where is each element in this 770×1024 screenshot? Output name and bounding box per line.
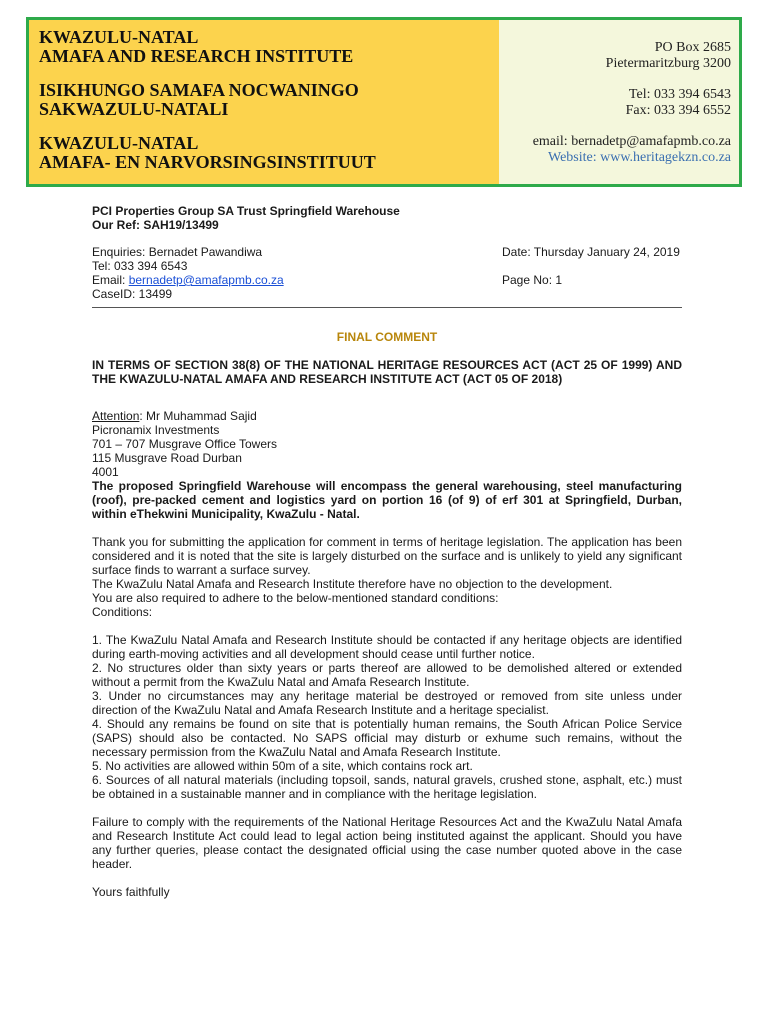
closing-paragraph: Failure to comply with the requirements of the National Heritage Resources Act and the KwaZulu Natal Amafa and Research Institute Act could lead to legal action being instituted against the applicant. Should you have any further queries, please contact the designated official using the case number quoted above in the case header. (92, 815, 682, 871)
english-name: KWAZULU-NATAL AMAFA AND RESEARCH INSTITUTE (39, 27, 354, 66)
conditions-list (92, 633, 682, 801)
divider (92, 307, 682, 308)
attention-address1: 701 – 707 Musgrave Office Towers (92, 437, 277, 451)
enquiry-email: Email: bernadetp@amafapmb.co.za (92, 273, 284, 287)
condition-item: 3. Under no circumstances may any heritage material be destroyed or removed from site unless under direction of the KwaZulu Natal and Amafa Research Institute and a heritage specialist. (92, 689, 682, 717)
postal-address (499, 40, 731, 72)
case-header (92, 245, 682, 301)
enquiry-tel: Tel: 033 394 6543 (92, 259, 188, 273)
date: Date: Thursday January 24, 2019 (502, 245, 680, 259)
email: email: bernadetp@amafapmb.co.za (532, 134, 731, 149)
attention-address2: 115 Musgrave Road Durban (92, 451, 242, 465)
tel: Tel: 033 394 6543 (628, 87, 731, 102)
enquiry-details (92, 245, 284, 301)
afrikaans-name: KWAZULU-NATAL AMAFA- EN NARVORSINGSINSTITUUT (39, 133, 376, 172)
fax: Fax: 033 394 6552 (625, 103, 731, 118)
condition-item: 2. No structures older than sixty years or parts thereof are allowed to be demolished altered or extended without a permit from the KwaZulu Natal and Amafa Research Institute. (92, 661, 682, 689)
case-id: CaseID: 13499 (92, 287, 173, 301)
act-heading: IN TERMS OF SECTION 38(8) OF THE NATIONAL HERITAGE RESOURCES ACT (ACT 25 OF 1999) AND THE KWAZULU-NATAL AMAFA AND RESEARCH INSTITUTE ACT (ACT 05 OF 2018) (92, 358, 682, 386)
online-contacts (499, 134, 731, 166)
page-no: Page No: 1 (502, 273, 563, 287)
website-link[interactable]: Website: www.heritagekzn.co.za (548, 150, 731, 165)
attention-company: Picronamix Investments (92, 423, 220, 437)
condition-item: 6. Sources of all natural materials (including topsoil, sands, natural gravels, crushed stone, asphalt, etc.) must be obtained in a sustainable manner and in compliance with the heritage legislation. (92, 773, 682, 801)
paragraph: You are also required to adhere to the below-mentioned standard conditions: (92, 591, 499, 605)
phone-numbers (499, 87, 731, 119)
paragraph: The KwaZulu Natal Amafa and Research Institute therefore have no objection to the development. (92, 577, 613, 591)
paragraph: Thank you for submitting the application for comment in terms of heritage legislation. The application has been considered and it is noted that the site is largely disturbed on the surface and is unlikely to yield any significant surface finds to warrant a surface survey. (92, 535, 682, 577)
date-page (502, 245, 682, 301)
zulu-name: ISIKHUNGO SAMAFA NOCWANINGO SAKWAZULU-NATALI (39, 80, 359, 119)
condition-item: 1. The KwaZulu Natal Amafa and Research Institute should be contacted if any heritage objects are identified during earth-moving activities and all development should cease until further notice. (92, 633, 682, 661)
signoff: Yours faithfully (92, 885, 170, 899)
letterhead (26, 17, 742, 187)
final-comment-title: FINAL COMMENT (336, 330, 438, 344)
po-box: PO Box 2685 (654, 40, 731, 55)
paragraph: Conditions: (92, 605, 153, 619)
body-text (92, 535, 682, 619)
institute-names (29, 20, 499, 184)
contact-details (499, 20, 739, 184)
condition-item: 5. No activities are allowed within 50m of a site, which contains rock art. (92, 759, 473, 773)
city: Pietermaritzburg 3200 (605, 56, 731, 71)
letter-body (92, 204, 682, 899)
condition-item: 4. Should any remains be found on site that is potentially human remains, the South African Police Service (SAPS) should also be contacted. No SAPS official may disturb or exhume such remains, without the necessary permission from the KwaZulu Natal and Amafa Research Institute. (92, 717, 682, 759)
attention-block (92, 409, 682, 479)
enquiries: Enquiries: Bernadet Pawandiwa (92, 245, 263, 259)
email-link[interactable]: bernadetp@amafapmb.co.za (128, 273, 284, 287)
attention-postcode: 4001 (92, 465, 119, 479)
subject-line: PCI Properties Group SA Trust Springfield Warehouse (92, 204, 400, 218)
attention-line: Attention: Mr Muhammad Sajid (92, 409, 257, 423)
proposal: The proposed Springfield Warehouse will encompass the general warehousing, steel manufacturing (roof), pre-packed cement and logistics yard on portion 16 (of 9) of erf 301 at Springfield, Durban, within eThekwini Municipality, KwaZulu - Natal. (92, 479, 682, 521)
our-ref: Our Ref: SAH19/13499 (92, 218, 219, 232)
